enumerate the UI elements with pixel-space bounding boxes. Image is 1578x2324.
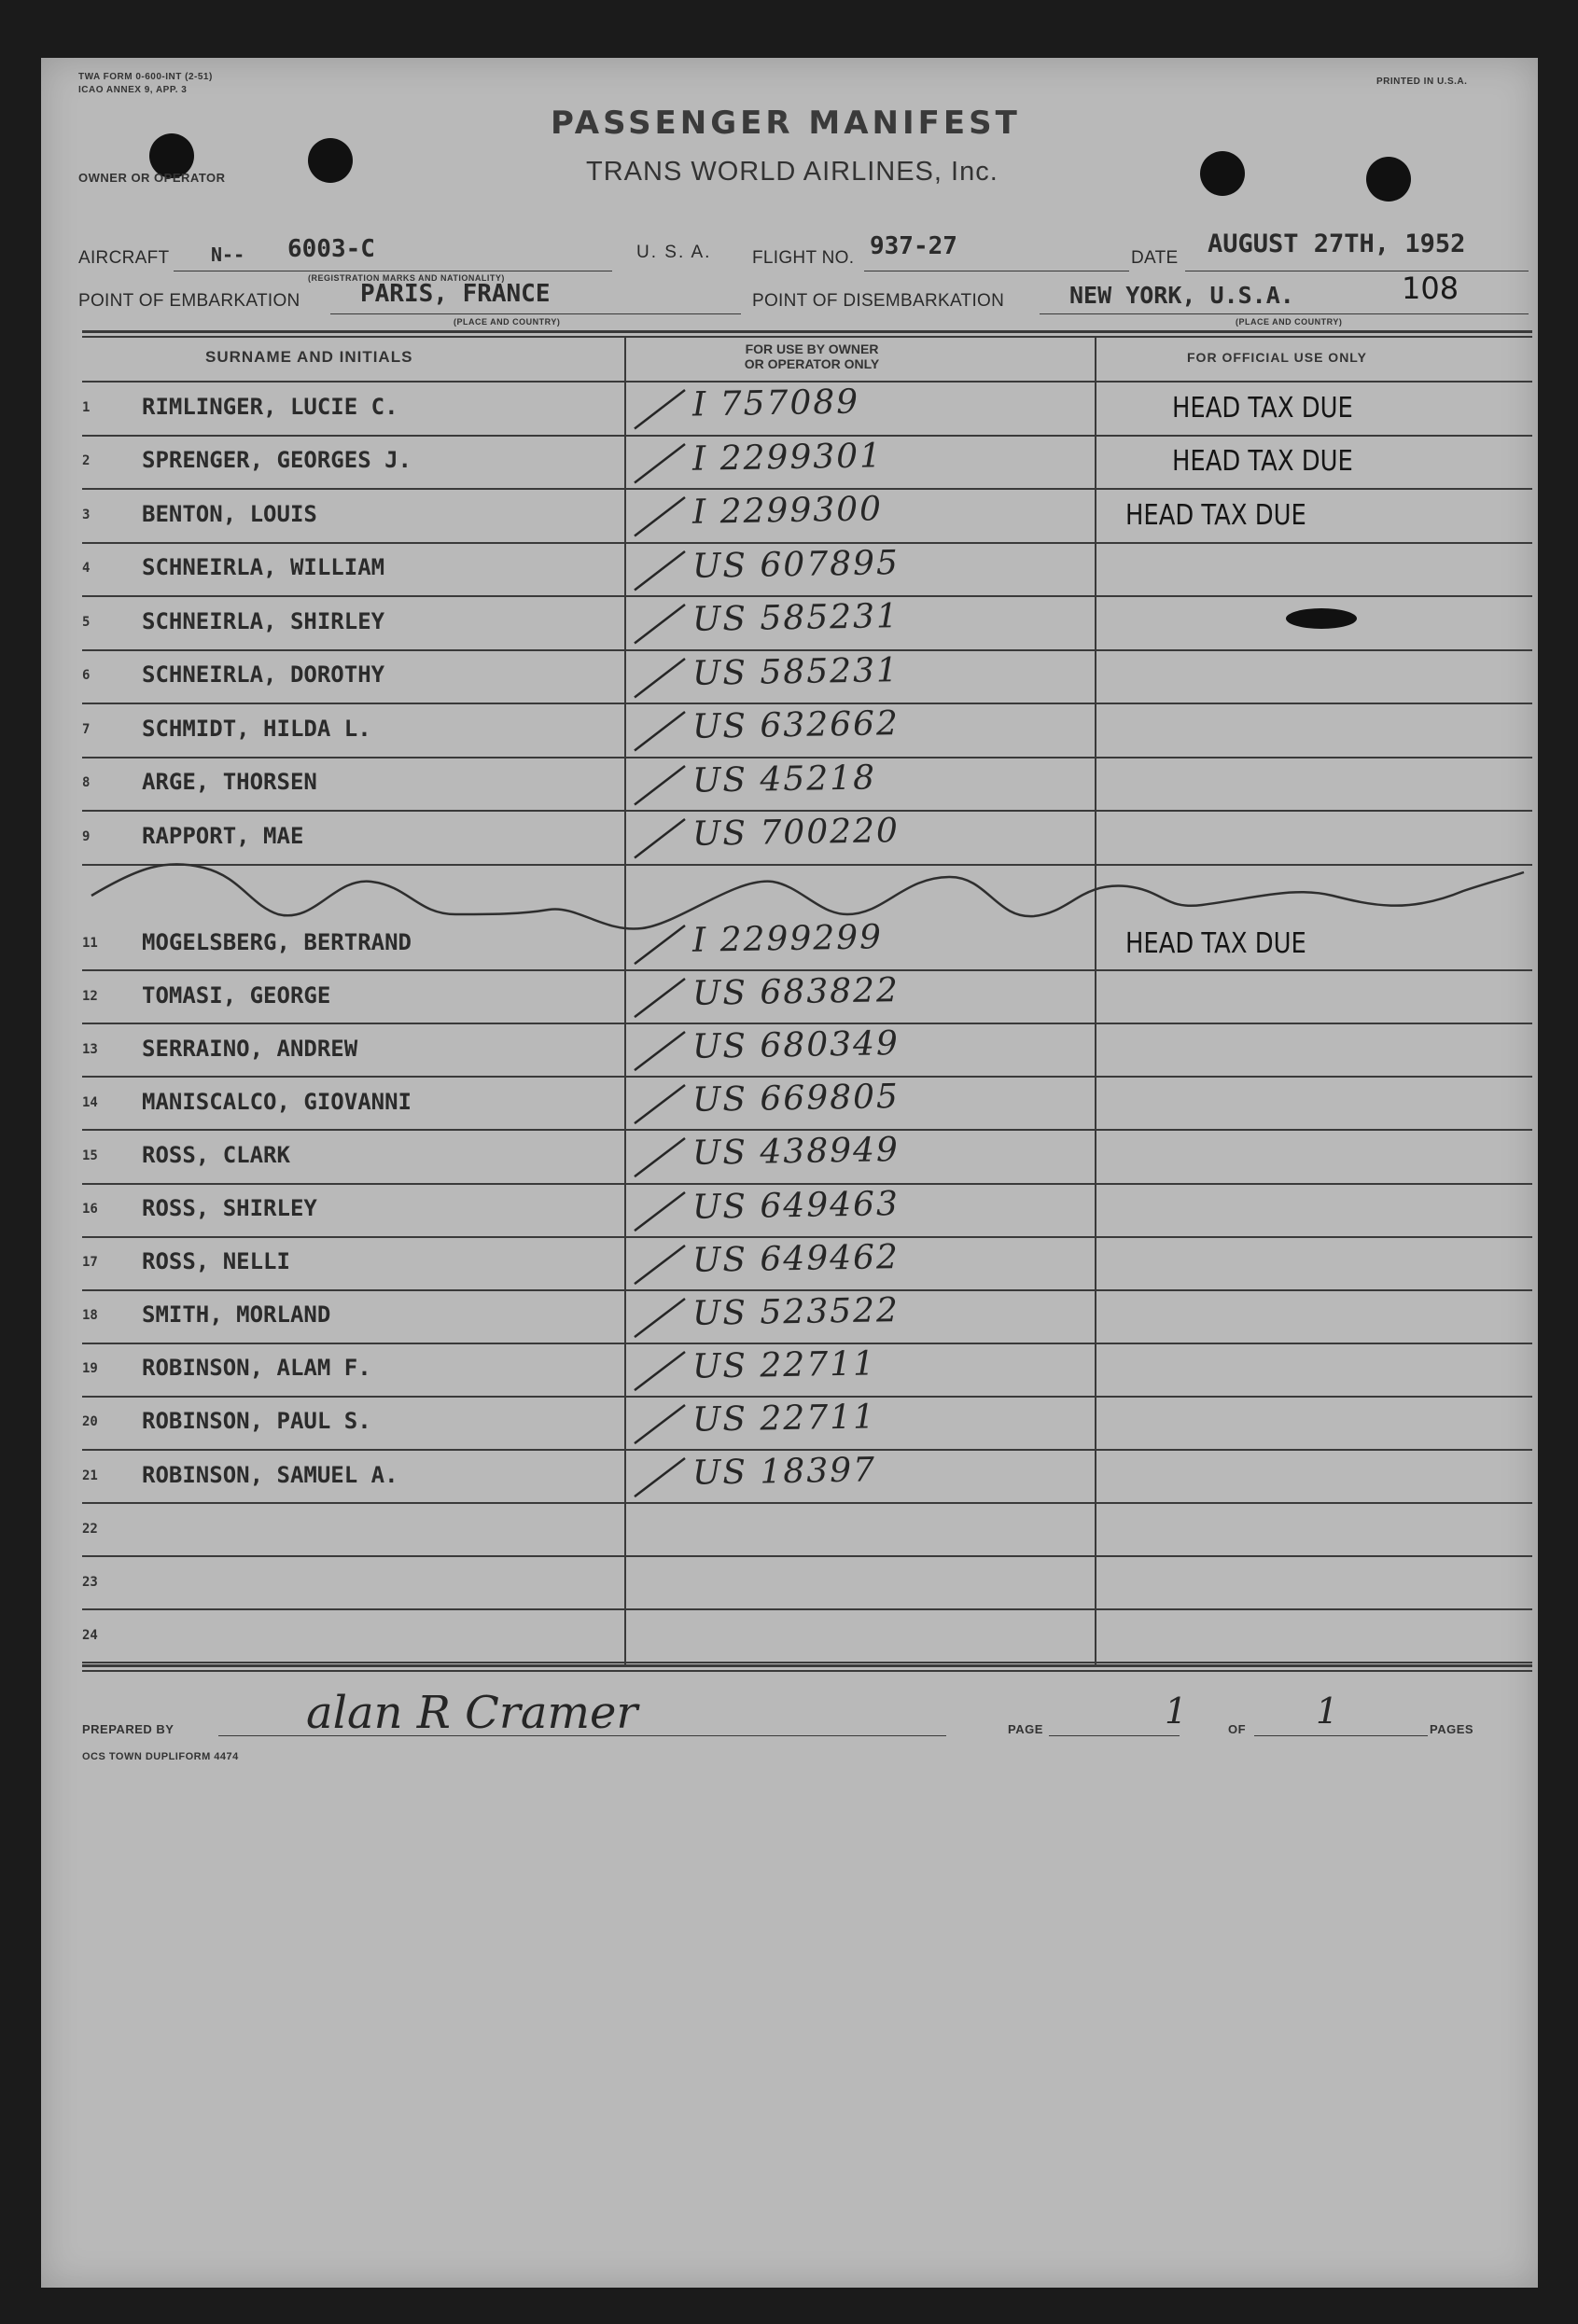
sheet-number: 108 <box>1402 271 1459 306</box>
col-header-owner-line2: OR OPERATOR ONLY <box>744 356 880 371</box>
passport-number: I 2299301 <box>691 436 884 479</box>
printed-note: PRINTED IN U.S.A. <box>1376 77 1468 87</box>
passenger-name: ROBINSON, SAMUEL A. <box>142 1461 398 1488</box>
passenger-name: MANISCALCO, GIOVANNI <box>142 1088 412 1115</box>
table-bottom-rule <box>82 1664 1532 1667</box>
official-stamp: HEAD TAX DUE <box>1125 498 1306 532</box>
row-number: 11 <box>82 935 98 951</box>
row-rule <box>82 1396 1532 1398</box>
row-number: 1 <box>82 399 91 415</box>
passenger-name: SCHNEIRLA, DOROTHY <box>142 661 385 689</box>
row-number: 13 <box>82 1041 98 1057</box>
check-tick <box>627 1131 692 1184</box>
row-number: 9 <box>82 828 91 844</box>
passenger-name: ROSS, CLARK <box>142 1141 290 1168</box>
passport-number: I 757089 <box>691 383 860 424</box>
row-number: 5 <box>82 614 91 630</box>
row-number: 4 <box>82 561 91 577</box>
row-rule <box>82 1076 1532 1078</box>
row-number: 21 <box>82 1468 98 1483</box>
disembark-label: POINT OF DISEMBARKATION <box>752 291 1005 311</box>
row-number: 14 <box>82 1094 98 1110</box>
row-rule <box>82 969 1532 971</box>
row-number: 7 <box>82 721 91 737</box>
column-divider <box>1095 336 1096 1664</box>
check-tick <box>627 704 692 758</box>
aircraft-prefix: N-- <box>211 244 245 266</box>
passport-number: US 607895 <box>691 543 901 586</box>
row-rule <box>82 1608 1532 1610</box>
row-rule <box>82 1129 1532 1131</box>
punch-hole <box>1366 157 1411 202</box>
row-rule <box>82 1023 1532 1024</box>
row-rule <box>82 649 1532 651</box>
row-rule <box>82 542 1532 544</box>
passport-number: US 700220 <box>691 812 901 854</box>
punch-hole <box>308 138 353 183</box>
flight-label: FLIGHT NO. <box>752 248 855 268</box>
row-number: 22 <box>82 1521 98 1537</box>
passenger-name: TOMASI, GEORGE <box>142 981 331 1009</box>
passport-number: US 680349 <box>691 1024 901 1067</box>
row-number: 16 <box>82 1202 98 1218</box>
form-id-line2: ICAO ANNEX 9, APP. 3 <box>78 85 188 95</box>
page-label: PAGE <box>1008 1722 1043 1736</box>
check-tick <box>627 651 692 705</box>
check-tick <box>627 490 692 544</box>
form-note: OCS TOWN DUPLIFORM 4474 <box>82 1751 239 1762</box>
row-rule <box>82 757 1532 758</box>
check-tick <box>627 1398 692 1451</box>
aircraft-label: AIRCRAFT <box>78 248 170 268</box>
passport-number: US 523522 <box>691 1290 901 1333</box>
passport-number: US 669805 <box>691 1078 901 1120</box>
ink-blot <box>1286 608 1357 629</box>
disembark-note: (PLACE AND COUNTRY) <box>1236 317 1343 327</box>
embark-note: (PLACE AND COUNTRY) <box>454 317 561 327</box>
col-header-name: SURNAME AND INITIALS <box>205 348 413 366</box>
row-rule <box>82 1555 1532 1557</box>
country-label: U. S. A. <box>636 243 712 262</box>
passport-number: US 45218 <box>691 758 877 800</box>
owner-label: OWNER OR OPERATOR <box>78 171 226 185</box>
passport-number: US 18397 <box>691 1451 877 1493</box>
prepared-label: PREPARED BY <box>82 1722 175 1736</box>
date-value: AUGUST 27TH, 1952 <box>1208 230 1466 258</box>
passenger-name: ROBINSON, PAUL S. <box>142 1408 371 1435</box>
row-rule <box>82 1289 1532 1291</box>
date-label: DATE <box>1131 248 1179 268</box>
official-stamp: HEAD TAX DUE <box>1125 926 1306 960</box>
passport-number: US 438949 <box>691 1131 901 1174</box>
passenger-name: RAPPORT, MAE <box>142 822 304 849</box>
row-rule <box>82 1343 1532 1344</box>
passenger-name: RIMLINGER, LUCIE C. <box>142 393 398 420</box>
check-tick <box>627 544 692 598</box>
signature: alan R Cramer <box>306 1687 638 1739</box>
passenger-name: SERRAINO, ANDREW <box>142 1035 358 1062</box>
check-tick <box>627 1344 692 1398</box>
row-number: 3 <box>82 507 91 522</box>
passenger-name: BENTON, LOUIS <box>142 500 317 527</box>
row-rule <box>82 703 1532 704</box>
registration-note: (REGISTRATION MARKS AND NATIONALITY) <box>308 273 505 283</box>
page-title: PASSENGER MANIFEST <box>551 104 1021 142</box>
passport-number: I 2299299 <box>691 918 884 960</box>
row-rule <box>82 810 1532 812</box>
row-number: 19 <box>82 1361 98 1377</box>
col-header-owner-line1: FOR USE BY OWNER <box>745 341 879 356</box>
passenger-name: ROSS, NELLI <box>142 1248 290 1275</box>
check-tick <box>627 758 692 813</box>
passport-number: I 2299300 <box>691 490 884 532</box>
check-tick <box>627 437 692 491</box>
row-number: 6 <box>82 668 91 684</box>
passport-number: US 585231 <box>691 650 901 693</box>
punch-hole <box>1200 151 1245 196</box>
check-tick <box>627 383 692 437</box>
table-top-rule <box>82 330 1532 333</box>
row-number: 2 <box>82 453 91 469</box>
row-rule <box>82 1236 1532 1238</box>
passport-number: US 22711 <box>691 1344 877 1386</box>
passenger-name: MOGELSBERG, BERTRAND <box>142 928 412 955</box>
official-stamp: HEAD TAX DUE <box>1172 391 1353 424</box>
row-number: 17 <box>82 1255 98 1271</box>
passport-number: US 649462 <box>691 1237 901 1280</box>
row-rule <box>82 1449 1532 1451</box>
check-tick <box>627 1185 692 1238</box>
row-rule <box>82 595 1532 597</box>
passenger-name: SPRENGER, GEORGES J. <box>142 447 412 474</box>
passenger-name: SCHNEIRLA, SHIRLEY <box>142 607 385 634</box>
passport-number: US 683822 <box>691 971 901 1014</box>
embark-value: PARIS, FRANCE <box>360 280 551 308</box>
passenger-name: ROBINSON, ALAM F. <box>142 1355 371 1382</box>
row-number: 24 <box>82 1627 98 1643</box>
column-divider <box>624 336 626 1664</box>
row-number: 15 <box>82 1148 98 1163</box>
passenger-name: ROSS, SHIRLEY <box>142 1195 317 1222</box>
pages-label: PAGES <box>1430 1722 1474 1736</box>
passport-number: US 649463 <box>691 1184 901 1227</box>
passenger-name: SMITH, MORLAND <box>142 1301 331 1329</box>
check-tick <box>627 1238 692 1291</box>
of-label: OF <box>1228 1722 1247 1736</box>
row-rule <box>82 435 1532 437</box>
embark-label: POINT OF EMBARKATION <box>78 291 300 311</box>
form-id-line1: TWA FORM 0-600-INT (2-51) <box>78 72 213 82</box>
of-value: 1 <box>1316 1691 1339 1732</box>
row-number: 8 <box>82 775 91 791</box>
passport-number: US 585231 <box>691 597 901 639</box>
official-stamp: HEAD TAX DUE <box>1172 445 1353 479</box>
check-tick <box>627 1078 692 1131</box>
row-rule <box>82 1183 1532 1185</box>
owner-value: TRANS WORLD AIRLINES, Inc. <box>586 157 998 187</box>
check-tick <box>627 918 692 971</box>
page-value: 1 <box>1165 1691 1188 1732</box>
row-number: 12 <box>82 988 98 1004</box>
disembark-value: NEW YORK, U.S.A. <box>1069 282 1294 309</box>
passenger-name: SCHMIDT, HILDA L. <box>142 715 371 742</box>
col-header-official: FOR OFFICIAL USE ONLY <box>1187 350 1367 365</box>
row-number: 18 <box>82 1308 98 1324</box>
check-tick <box>627 1451 692 1504</box>
row-rule <box>82 1502 1532 1504</box>
check-tick <box>627 1024 692 1078</box>
passport-number: US 632662 <box>691 704 901 746</box>
check-tick <box>627 971 692 1024</box>
row-rule <box>82 488 1532 490</box>
flight-value: 937-27 <box>870 232 957 260</box>
aircraft-value: 6003-C <box>287 235 375 263</box>
col-header-owner <box>719 341 905 371</box>
check-tick <box>627 1291 692 1344</box>
check-tick <box>627 597 692 651</box>
row-number: 23 <box>82 1574 98 1590</box>
row-number: 20 <box>82 1414 98 1430</box>
passport-number: US 22711 <box>691 1398 877 1440</box>
passenger-name: SCHNEIRLA, WILLIAM <box>142 554 385 581</box>
passenger-name: ARGE, THORSEN <box>142 769 317 796</box>
